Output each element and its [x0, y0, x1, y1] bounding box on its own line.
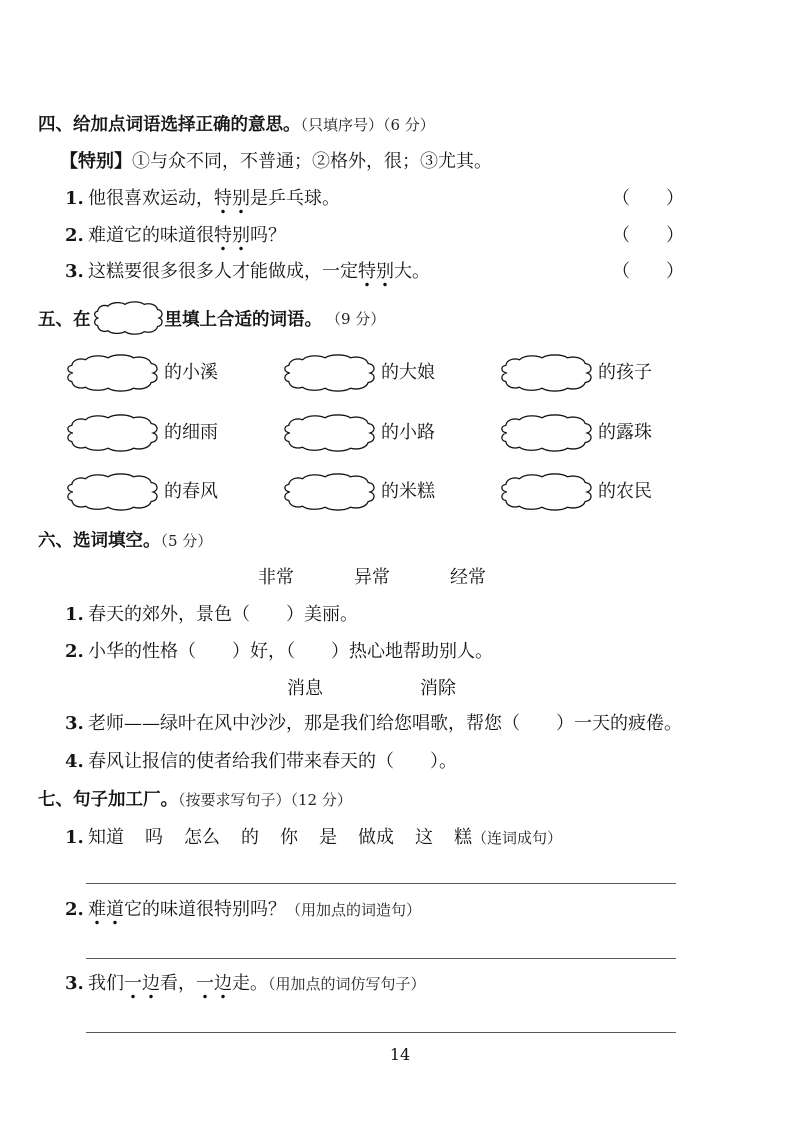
item-text: 这糕要很多很多人才能做成，一定 — [88, 261, 358, 282]
word-bank-option: 消息 — [287, 678, 323, 699]
cloud-blank-icon — [497, 354, 595, 392]
word-bank-option: 消除 — [420, 678, 456, 699]
phrase-label: 的细雨 — [164, 422, 218, 443]
cloud-blank-icon — [280, 354, 378, 392]
dotted-word: 特别 — [358, 261, 394, 287]
scrambled-word: 你 — [280, 827, 298, 848]
item-number: 1. — [65, 604, 84, 625]
section7-item-3 — [65, 973, 426, 995]
scrambled-word: 怎么 — [184, 827, 220, 848]
phrase-label: 的露珠 — [598, 422, 652, 443]
cloud-blank-icon — [497, 473, 595, 511]
section4-title: 四、给加点词语选择正确的意思。 — [38, 115, 301, 135]
item-number: 2. — [65, 899, 84, 920]
cloud-blank-icon — [280, 414, 378, 452]
cloud-blank-icon — [63, 473, 161, 511]
section6-note: （5 分） — [160, 532, 213, 550]
section5-title-start: 五、在 — [38, 309, 91, 330]
item-text: 是乒乓球。 — [250, 188, 340, 209]
definition-meanings: ①与众不同，不普通；②格外，很；③尤其。 — [132, 151, 492, 172]
item-number: 2. — [65, 225, 84, 246]
definition-line — [60, 151, 492, 173]
dotted-word: 特别 — [214, 188, 250, 214]
scrambled-word: 吗 — [145, 827, 163, 848]
scrambled-word: 糕 — [454, 827, 472, 848]
item-instruction: （用加点的词造句） — [286, 901, 422, 919]
dotted-word: 一边 — [124, 973, 160, 999]
item-number: 4. — [65, 751, 84, 772]
item-text: 走。 — [232, 973, 268, 994]
scrambled-word: 是 — [319, 827, 337, 848]
item-number: 3. — [65, 713, 84, 734]
answer-line — [86, 958, 676, 959]
phrase-label: 的农民 — [598, 481, 652, 502]
answer-blank: （ ） — [612, 225, 684, 246]
phrase-label: 的小溪 — [164, 362, 218, 383]
item-number: 1. — [65, 188, 84, 209]
item-number: 2. — [65, 641, 84, 662]
dotted-word: 一边 — [196, 973, 232, 999]
answer-blank: （ ） — [612, 261, 684, 282]
section4-item-3 — [65, 261, 430, 283]
phrase-label: 的大娘 — [381, 362, 435, 383]
dotted-word: 特别 — [214, 225, 250, 251]
section6-title: 六、选词填空。 — [38, 531, 161, 551]
page-number: 14 — [389, 1045, 411, 1064]
item-number: 3. — [65, 261, 84, 282]
answer-line — [86, 883, 676, 884]
answer-line — [86, 1032, 676, 1033]
cloud-blank-icon — [280, 473, 378, 511]
section6-item-3 — [65, 713, 682, 735]
phrase-label: 的小路 — [381, 422, 435, 443]
section6-item-1 — [65, 604, 358, 626]
section5-heading — [38, 301, 385, 335]
cloud-blank-icon — [63, 354, 161, 392]
item-text: 大。 — [394, 261, 430, 282]
phrase-label: 的春风 — [164, 481, 218, 502]
item-text: 老师——绿叶在风中沙沙，那是我们给您唱歌，帮您（ ）一天的疲倦。 — [88, 713, 682, 734]
section4-heading — [38, 114, 435, 136]
section7-item-1 — [65, 827, 562, 849]
item-text: 看， — [160, 973, 196, 994]
scrambled-word: 的 — [241, 827, 259, 848]
word-bank-option: 非常 — [258, 567, 294, 588]
item-text: 吗？ — [250, 225, 286, 246]
item-text: 小华的性格（ ）好，（ ）热心地帮助别人。 — [88, 641, 493, 662]
section6-item-4 — [65, 751, 457, 773]
section4-note: （只填序号）（6 分） — [300, 116, 435, 134]
item-text: 春风让报信的使者给我们带来春天的（ ）。 — [88, 751, 457, 772]
phrase-label: 的孩子 — [598, 362, 652, 383]
item-text: 我们 — [88, 973, 124, 994]
answer-blank: （ ） — [612, 188, 684, 209]
section6-heading — [38, 530, 212, 552]
section7-heading — [38, 789, 352, 811]
scrambled-word: 知道 — [88, 827, 124, 848]
section4-item-2 — [65, 225, 286, 247]
section5-title-end: 里填上合适的词语。 — [164, 309, 322, 330]
item-number: 3. — [65, 973, 84, 994]
section4-item-1 — [65, 188, 340, 210]
cloud-blank-icon — [91, 301, 165, 335]
item-instruction: （连词成句） — [472, 829, 563, 847]
item-text: 它的味道很特别吗？ — [124, 899, 286, 920]
section7-title: 七、句子加工厂。 — [38, 790, 178, 810]
phrase-label: 的米糕 — [381, 481, 435, 502]
item-number: 1. — [65, 827, 84, 848]
word-bank-option: 经常 — [450, 567, 486, 588]
item-text: 他很喜欢运动， — [88, 188, 214, 209]
section7-item-2 — [65, 899, 421, 921]
word-bank-option: 异常 — [354, 567, 390, 588]
section5-note: （9 分） — [326, 309, 386, 328]
item-instruction: （用加点的词仿写句子） — [268, 975, 426, 993]
section7-note: （按要求写句子）（12 分） — [178, 791, 352, 809]
cloud-blank-icon — [63, 414, 161, 452]
dotted-word: 难道 — [88, 899, 124, 925]
item-text: 难道它的味道很 — [88, 225, 214, 246]
section6-item-2 — [65, 641, 493, 663]
item-text: 春天的郊外，景色（ ）美丽。 — [88, 604, 358, 625]
cloud-blank-icon — [497, 414, 595, 452]
definition-term: 【特别】 — [60, 151, 132, 172]
scrambled-word: 做成 — [358, 827, 394, 848]
scrambled-word: 这 — [415, 827, 433, 848]
